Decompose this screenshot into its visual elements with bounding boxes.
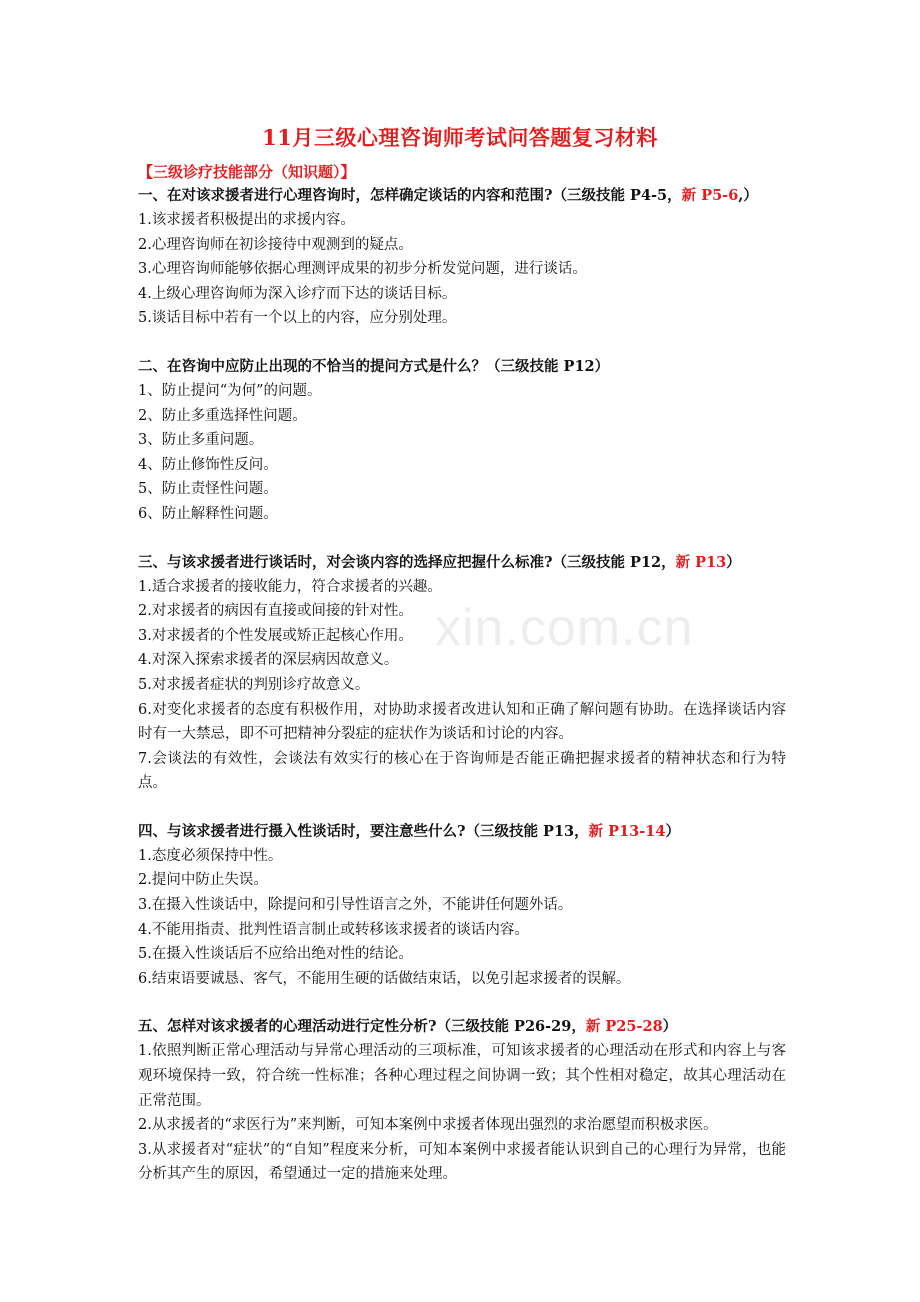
spacer (138, 331, 786, 355)
answer-item: 6.对变化求援者的态度有积极作用，对协助求援者改进认知和正确了解问题有协助。在选择谈话内容时有一大禁忌，即不可把精神分裂症的症状作为谈话和讨论的内容。 (138, 701, 786, 743)
answer-item: 2.从求援者的“求医行为”来判断，可知本案例中求援者体现出强烈的求治愿望而积极求医。 (138, 1117, 718, 1134)
document-body (138, 160, 786, 1187)
answer-item: 1.态度必须保持中性。 (138, 847, 283, 864)
question-block (138, 551, 786, 796)
new-page-ref: 新 P5-6 (681, 187, 739, 204)
answer-item: 3.对求援者的个性发展或矫正起核心作用。 (138, 627, 413, 644)
new-page-ref: 新 P13 (675, 553, 727, 571)
answer-item: 2.心理咨询师在初诊接待中观测到的疑点。 (138, 236, 413, 253)
question-heading (138, 1015, 786, 1039)
answer-item: 3、防止多重问题。 (138, 432, 264, 449)
answer-item: 5.在摄入性谈话后不应给出绝对性的结论。 (138, 946, 413, 963)
question-heading-tail: ） (665, 822, 680, 840)
new-page-ref: 新 P25-28 (585, 1018, 663, 1036)
question-heading-text: 五、怎样对该求援者的心理活动进行定性分析?（三级技能 P26-29， (138, 1018, 586, 1036)
question-heading-tail: ） (662, 1018, 678, 1036)
question-heading (138, 355, 786, 379)
answer-item: 4.上级心理咨询师为深入诊疗而下达的谈话目标。 (138, 285, 457, 302)
answer-item: 4、防止修饰性反问。 (138, 456, 278, 473)
question-block (138, 355, 786, 527)
answer-item: 6、防止解释性问题。 (138, 505, 278, 522)
question-block (138, 820, 786, 992)
answer-item: 1、防止提问“为何”的问题。 (138, 382, 322, 399)
new-page-ref: 新 P13-14 (588, 822, 666, 840)
answer-item: 3.在摄入性谈话中，除提问和引导性语言之外，不能讲任何题外话。 (138, 897, 573, 914)
question-heading-text: 二、在咨询中应防止出现的不恰当的提问方式是什么？（三级技能 P12） (138, 357, 610, 375)
answer-item: 3.心理咨询师能够依据心理测评成果的初步分析发觉问题，进行谈话。 (138, 261, 587, 278)
answer-item: 1.该求援者积极提出的求援内容。 (138, 212, 355, 228)
question-heading (138, 551, 786, 575)
section-label: 【三级诊疗技能部分（知识题）】 (138, 163, 356, 181)
answer-item: 5.对求援者症状的判别诊疗故意义。 (138, 676, 370, 693)
spacer (138, 991, 786, 1015)
answer-item: 2.提问中防止失误。 (138, 872, 268, 889)
question-heading-tail: ,） (738, 187, 758, 204)
document-title: 11月三级心理咨询师考试问答题复习材料 (262, 125, 658, 150)
answer-item: 5.谈话目标中若有一个以上的内容，应分别处理。 (138, 310, 457, 327)
answer-item: 1.依照判断正常心理活动与异常心理活动的三项标准，可知该求援者的心理活动在形式和内容上与客观环境保持一致，符合统一性标准；各种心理过程之间协调一致；其个性相对稳定，故其心理活动在正常范围。 (138, 1043, 786, 1109)
spacer (138, 527, 786, 551)
question-block (138, 184, 786, 331)
answer-item: 7.会谈法的有效性，会谈法有效实行的核心在于咨询师是否能正确把握求援者的精神状态和行为特点。 (138, 750, 786, 792)
answer-item: 4.不能用指责、批判性语言制止或转移该求援者的谈话内容。 (138, 921, 529, 938)
question-heading-text: 三、与该求援者进行谈话时，对会谈内容的选择应把握什么标准?（三级技能 P12， (138, 553, 676, 571)
answer-item: 6.结束语要诚恳、客气，不能用生硬的话做结束话，以免引起求援者的误解。 (138, 970, 631, 987)
question-heading (138, 184, 786, 208)
question-heading-text: 四、与该求援者进行摄入性谈话时，要注意些什么?（三级技能 P13， (138, 822, 589, 840)
answer-item: 2、防止多重选择性问题。 (138, 407, 307, 424)
answer-item: 3.从求援者对“症状”的“自知”程度来分析，可知本案例中求援者能认识到自己的心理行为异常，也能分析其产生的原因，希望通过一定的措施来处理。 (138, 1141, 786, 1183)
question-block (138, 1015, 786, 1187)
question-heading (138, 820, 786, 844)
answer-item: 1.适合求援者的接收能力，符合求援者的兴趣。 (138, 578, 442, 595)
spacer (138, 796, 786, 820)
question-heading-tail: ） (726, 553, 741, 571)
answer-item: 5、防止责怪性问题。 (138, 481, 278, 498)
watermark: xin.com.cn (435, 599, 694, 657)
answer-item: 2.对求援者的病因有直接或间接的针对性。 (138, 603, 413, 620)
answer-item: 4.对深入探索求援者的深层病因故意义。 (138, 652, 399, 669)
question-heading-text: 一、在对该求援者进行心理咨询时，怎样确定谈话的内容和范围?（三级技能 P4-5， (138, 187, 682, 204)
